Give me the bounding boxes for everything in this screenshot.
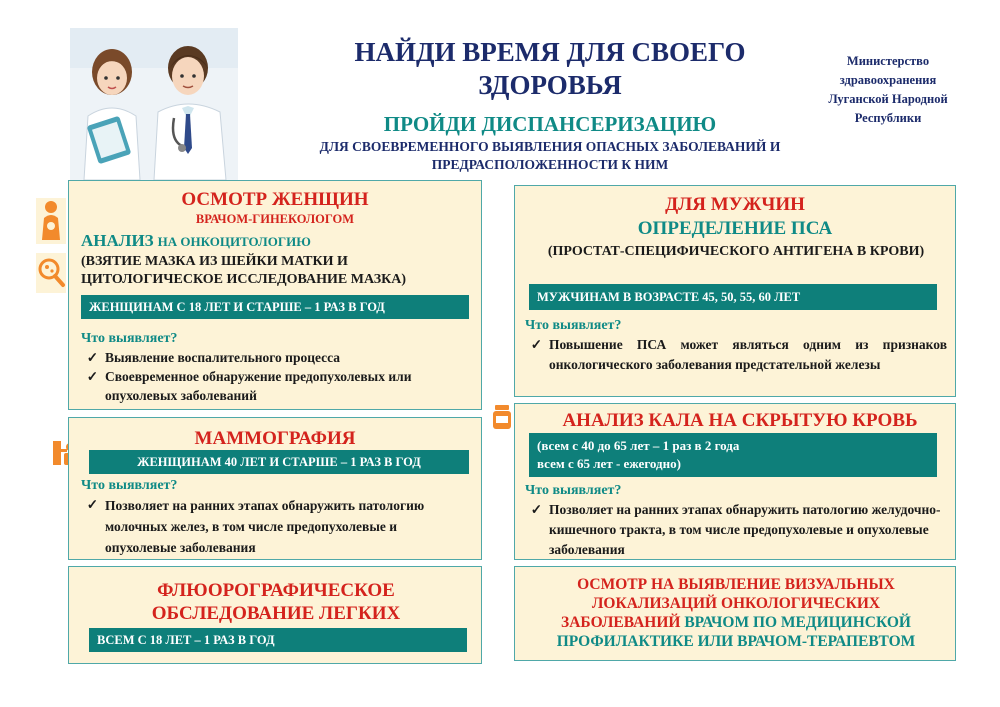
women-question: Что выявляет? bbox=[81, 331, 178, 346]
visual-oncology-text-teal: ВРАЧОМ ПО МЕДИЦИНСКОЙ ПРОФИЛАКТИКЕ ИЛИ ВРАЧОМ-ТЕРАПЕВТОМ bbox=[556, 614, 916, 650]
list-item: ✓ Повышение ПСА может являться одним из признаков онкологического заболевания предстательной железы bbox=[527, 335, 947, 375]
list-item: ✓ Своевременное обнаружение предопухолевых или опухолевых заболеваний bbox=[83, 367, 475, 405]
fluorography-card bbox=[68, 566, 482, 664]
men-question: Что выявляет? bbox=[525, 318, 622, 333]
page-subtitle: ПРОЙДИ ДИСПАНСЕРИЗАЦИЮ bbox=[383, 112, 717, 136]
ministry-name: Министерство здравоохранения Луганской Народной Республики bbox=[828, 54, 948, 125]
fluorography-schedule-band: ВСЕМ С 18 ЛЕТ – 1 РАЗ В ГОД bbox=[89, 628, 467, 652]
men-exam-title: ДЛЯ МУЖЧИН bbox=[665, 194, 805, 215]
stool-question: Что выявляет? bbox=[525, 483, 622, 498]
check-icon: ✓ bbox=[530, 502, 542, 517]
visual-oncology-text-red: ОСМОТР НА ВЫЯВЛЕНИЕ ВИЗУАЛЬНЫХ ЛОКАЛИЗАЦИЙ ОНКОЛОГИЧЕСКИХ ЗАБОЛЕВАНИЙ bbox=[561, 576, 895, 631]
magnifier-icon bbox=[34, 250, 68, 296]
cytology-analysis-small: НА ОНКОЦИТОЛОГИЮ bbox=[157, 234, 311, 249]
stool-schedule-line-2: всем с 65 лет - ежегодно) bbox=[537, 456, 681, 471]
men-findings-list bbox=[527, 335, 947, 375]
mammography-findings-list bbox=[83, 495, 463, 558]
cytology-analysis-big: АНАЛИЗ bbox=[81, 231, 154, 250]
check-icon: ✓ bbox=[530, 337, 542, 352]
mammography-question: Что выявляет? bbox=[81, 478, 178, 493]
list-item: ✓ Позволяет на ранних этапах обнаружить патологию молочных желез, в том числе предопухолевые и опухолевые заболевания bbox=[83, 495, 463, 558]
fluorography-title: ФЛЮОРОГРАФИЧЕСКОЕ ОБСЛЕДОВАНИЕ ЛЕГКИХ bbox=[151, 580, 401, 624]
psa-test-title: ОПРЕДЕЛЕНИЕ ПСА bbox=[637, 218, 833, 239]
check-icon: ✓ bbox=[86, 369, 98, 384]
men-schedule-band: МУЖЧИНАМ В ВОЗРАСТЕ 45, 50, 55, 60 ЛЕТ bbox=[529, 284, 937, 310]
woman-icon bbox=[34, 196, 68, 246]
psa-test-detail: (ПРОСТАТ-СПЕЦИФИЧЕСКОГО АНТИГЕНА В КРОВИ) bbox=[547, 244, 925, 259]
visual-oncology-text bbox=[533, 575, 939, 651]
women-exam-title: ОСМОТР ЖЕНЩИН bbox=[181, 189, 369, 210]
men-exam-card bbox=[514, 185, 956, 397]
stool-test-card bbox=[514, 403, 956, 560]
doctors-illustration bbox=[70, 28, 238, 180]
mammography-schedule-band: ЖЕНЩИНАМ 40 ЛЕТ И СТАРШЕ – 1 РАЗ В ГОД bbox=[89, 450, 469, 474]
women-exam-subtitle: ВРАЧОМ-ГИНЕКОЛОГОМ bbox=[195, 212, 355, 226]
check-icon: ✓ bbox=[86, 497, 98, 512]
stool-schedule-line-1: (всем с 40 до 65 лет – 1 раз в 2 года bbox=[537, 438, 740, 453]
visual-oncology-card bbox=[514, 566, 956, 661]
cytology-analysis-detail: (ВЗЯТИЕ МАЗКА ИЗ ШЕЙКИ МАТКИ И ЦИТОЛОГИЧЕСКОЕ ИССЛЕДОВАНИЕ МАЗКА) bbox=[81, 254, 407, 287]
page-subtitle-detail: ДЛЯ СВОЕВРЕМЕННОГО ВЫЯВЛЕНИЯ ОПАСНЫХ ЗАБОЛЕВАНИЙ И ПРЕДРАСПОЛОЖЕННОСТИ К НИМ bbox=[319, 139, 781, 172]
women-exam-card bbox=[68, 180, 482, 410]
cytology-analysis-heading bbox=[81, 231, 311, 251]
stool-findings-list bbox=[527, 500, 947, 560]
check-icon: ✓ bbox=[86, 350, 98, 365]
page-title: НАЙДИ ВРЕМЯ ДЛЯ СВОЕГО ЗДОРОВЬЯ bbox=[354, 37, 746, 100]
list-item: ✓ Позволяет на ранних этапах обнаружить патологию желудочно-кишечного тракта, в том числе предопухолевые и опухолевые заболевания bbox=[527, 500, 947, 560]
women-schedule-band: ЖЕНЩИНАМ С 18 ЛЕТ И СТАРШЕ – 1 РАЗ В ГОД bbox=[81, 295, 469, 319]
list-item: ✓ Выявление воспалительного процесса bbox=[83, 348, 475, 367]
sample-jar-icon bbox=[490, 402, 514, 432]
stool-schedule-band bbox=[529, 433, 937, 477]
stool-test-title: АНАЛИЗ КАЛА НА СКРЫТУЮ КРОВЬ bbox=[562, 410, 918, 431]
women-findings-list bbox=[83, 348, 475, 405]
mammography-title: МАММОГРАФИЯ bbox=[194, 428, 356, 449]
mammography-card bbox=[68, 417, 482, 560]
